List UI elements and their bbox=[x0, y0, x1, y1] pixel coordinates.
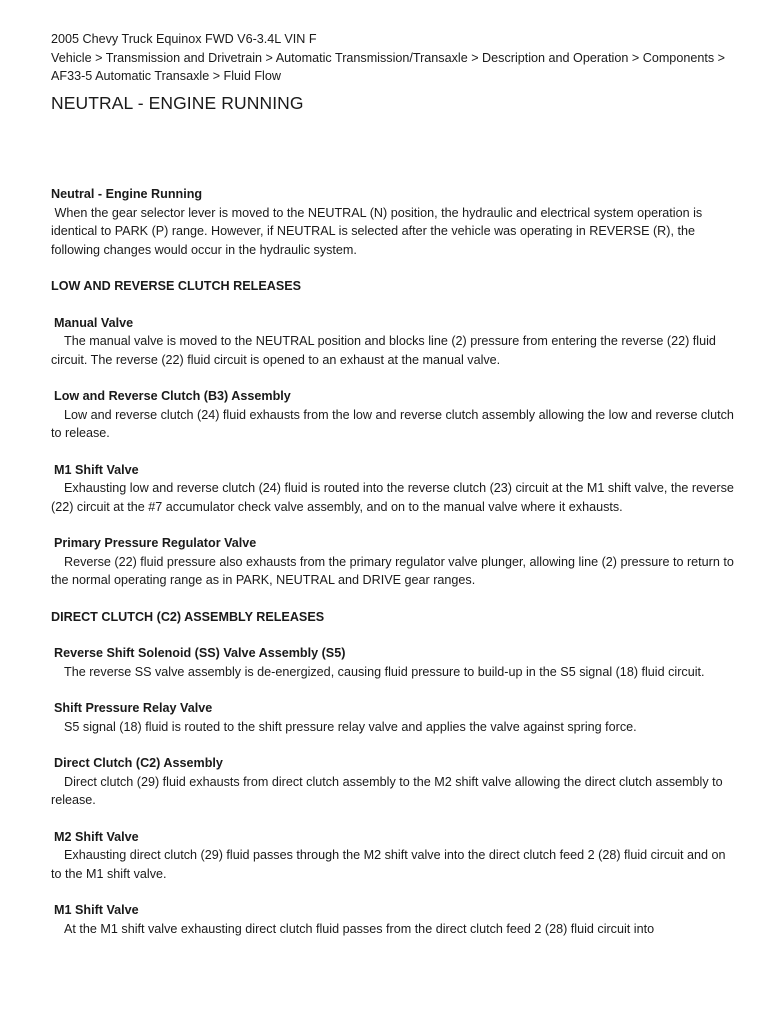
subsection-title: M1 Shift Valve bbox=[54, 903, 139, 917]
subsection-shift-pressure-relay-valve bbox=[51, 699, 735, 736]
subsection-m2-shift-valve bbox=[51, 828, 735, 884]
subsection-manual-valve bbox=[51, 314, 735, 370]
subsection-body: Reverse (22) fluid pressure also exhausts from the primary regulator valve plunger, allowing line (2) pressure to return to the normal operating range as in PARK, NEUTRAL and DRIVE gear ranges. bbox=[51, 554, 734, 587]
page-title: NEUTRAL - ENGINE RUNNING bbox=[51, 92, 304, 113]
subsection-title: Reverse Shift Solenoid (SS) Valve Assembly (S5) bbox=[54, 646, 346, 660]
intro-body: When the gear selector lever is moved to the NEUTRAL (N) position, the hydraulic and electrical system operation is identical to PARK (P) range. However, if NEUTRAL is selected after the vehicle was operating in REVERSE (R), the following changes would occur in the hydraulic system. bbox=[51, 205, 703, 257]
subsection-primary-pressure-regulator-valve bbox=[51, 534, 735, 590]
subsection-body: The reverse SS valve assembly is de-energized, causing fluid pressure to build-up in the S5 signal (18) fluid circuit. bbox=[64, 664, 705, 679]
subsection-body: S5 signal (18) fluid is routed to the shift pressure relay valve and applies the valve against spring force. bbox=[64, 719, 637, 734]
subsection-title: Manual Valve bbox=[54, 315, 134, 330]
document-header bbox=[51, 30, 735, 115]
subsection-title: Shift Pressure Relay Valve bbox=[54, 701, 213, 715]
subsection-m1-shift-valve-2 bbox=[51, 901, 735, 938]
subsection-direct-clutch-assembly bbox=[51, 754, 735, 810]
section-heading-low-reverse-clutch: LOW AND REVERSE CLUTCH RELEASES bbox=[51, 279, 302, 293]
subsection-title: Direct Clutch (C2) Assembly bbox=[54, 756, 223, 770]
subsection-title: Primary Pressure Regulator Valve bbox=[54, 536, 257, 550]
subsection-body: The manual valve is moved to the NEUTRAL position and blocks line (2) pressure from entering the reverse (22) fluid circuit. The reverse (22) fluid circuit is opened to an exhaust at the manual valve. bbox=[51, 334, 716, 367]
subsection-title: M1 Shift Valve bbox=[54, 462, 139, 477]
subsection-body: At the M1 shift valve exhausting direct clutch fluid passes from the direct clutch feed 2 (28) fluid circuit into bbox=[64, 921, 655, 936]
subsection-reverse-shift-solenoid bbox=[51, 644, 735, 681]
subsection-body: Exhausting direct clutch (29) fluid passes through the M2 shift valve into the direct clutch feed 2 (28) fluid circuit and on to the M1 shift valve. bbox=[51, 848, 726, 881]
subsection-body: Exhausting low and reverse clutch (24) fluid is routed into the reverse clutch (23) circuit at the M1 shift valve, the reverse (22) circuit at the #7 accumulator check valve assembly, and on to the manual valve where it exhausts. bbox=[51, 481, 734, 514]
subsection-low-reverse-clutch-assembly bbox=[51, 387, 735, 443]
subsection-body: Low and reverse clutch (24) fluid exhausts from the low and reverse clutch assembly allowing the low and reverse clutch to release. bbox=[51, 407, 734, 440]
subsection-title: Low and Reverse Clutch (B3) Assembly bbox=[54, 389, 291, 403]
section-heading-direct-clutch: DIRECT CLUTCH (C2) ASSEMBLY RELEASES bbox=[51, 609, 325, 624]
vehicle-line: 2005 Chevy Truck Equinox FWD V6-3.4L VIN F bbox=[51, 32, 317, 46]
subsection-m1-shift-valve bbox=[51, 461, 735, 517]
subsection-title: M2 Shift Valve bbox=[54, 829, 139, 844]
document-body bbox=[51, 185, 735, 938]
intro-heading: Neutral - Engine Running bbox=[51, 187, 203, 201]
breadcrumb: Vehicle > Transmission and Drivetrain > Automatic Transmission/Transaxle > Description and Operation > Components > AF33-5 Automatic Transaxle > Fluid Flow bbox=[51, 50, 725, 83]
subsection-body: Direct clutch (29) fluid exhausts from direct clutch assembly to the M2 shift valve allowing the direct clutch assembly to release. bbox=[51, 774, 723, 807]
